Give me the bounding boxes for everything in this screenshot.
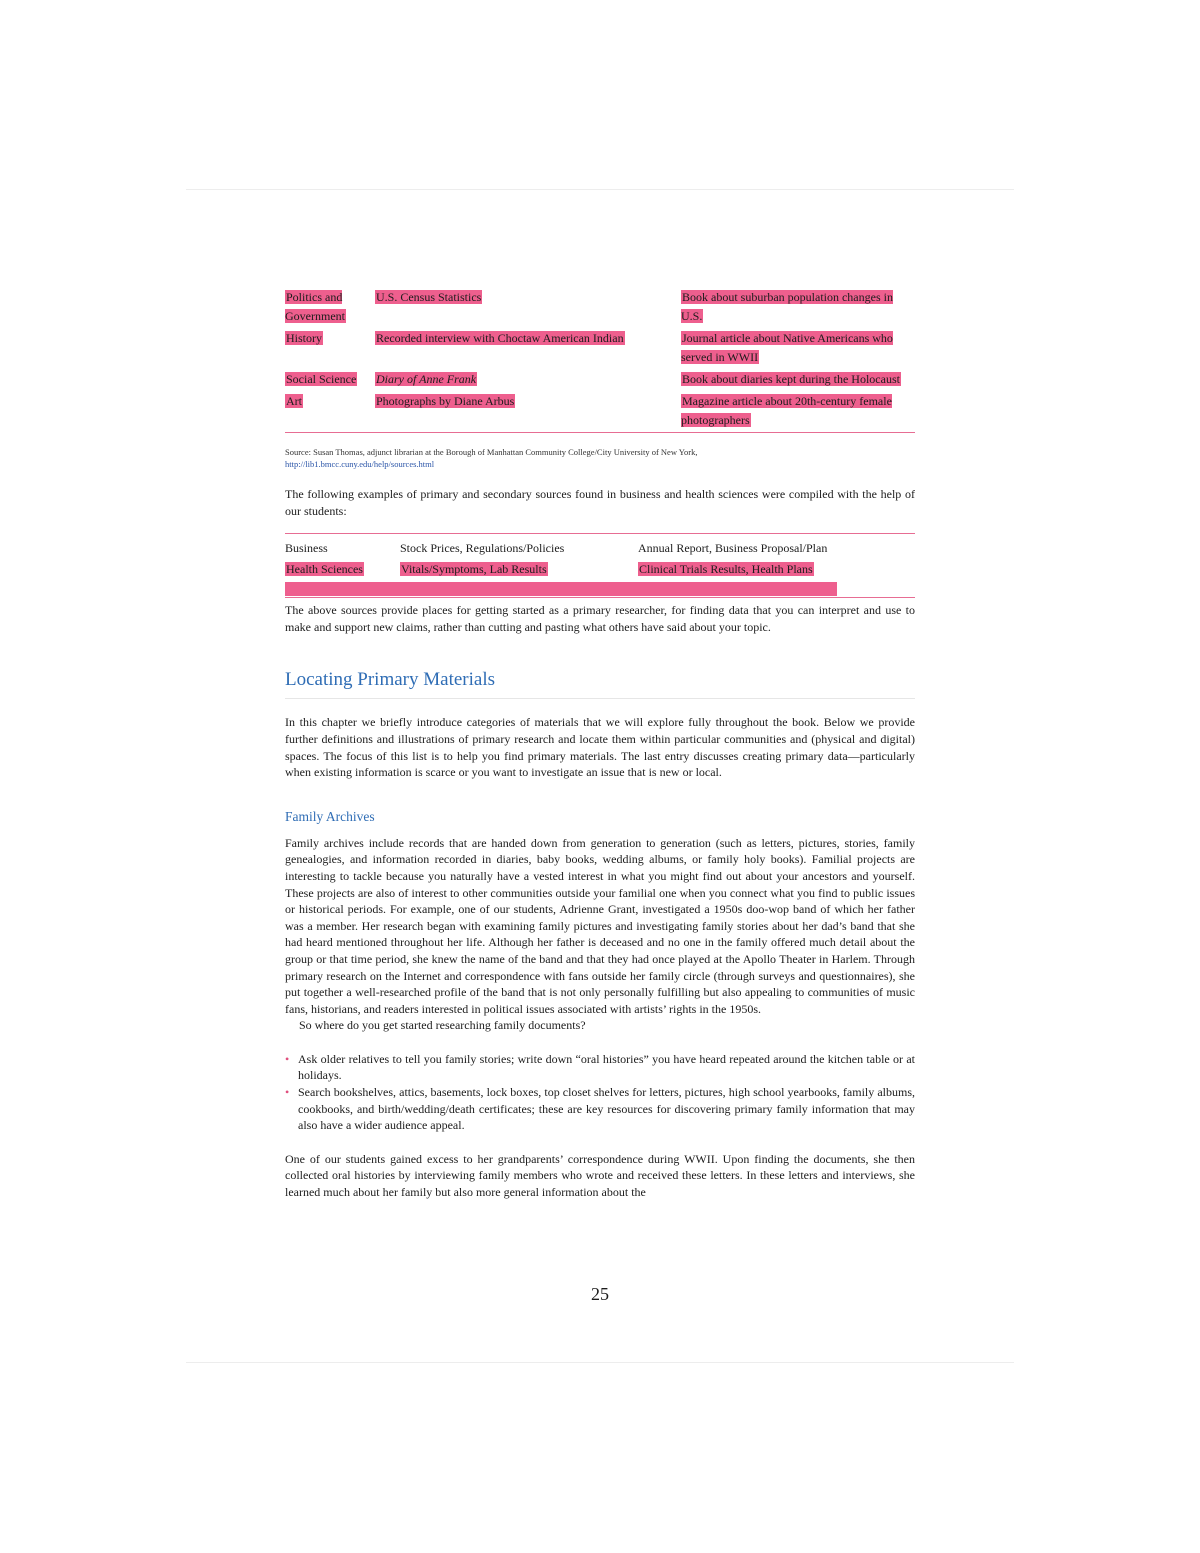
secondary-source-cell: Journal article about Native Americans who served in WWII	[681, 331, 893, 364]
table-row	[285, 328, 915, 369]
field-cell: Business	[285, 541, 328, 556]
question-line: So where do you get started researching family documents?	[299, 1018, 586, 1033]
list-item	[285, 1084, 915, 1134]
table-row	[285, 391, 915, 433]
field-cell: Social Science	[286, 372, 357, 386]
subsection-heading: Family Archives	[285, 808, 375, 824]
table-row	[285, 287, 915, 328]
primary-source-cell: Photographs by Diane Arbus	[376, 394, 515, 408]
business-health-table	[285, 533, 915, 598]
source-citation-link[interactable]: http://lib1.bmcc.cuny.edu/help/sources.html	[285, 459, 435, 469]
field-cell: History	[286, 331, 322, 345]
list-item-text: Ask older relatives to tell you family stories; write down “oral histories” you have heard repeated around the kitchen table or at holidays.	[298, 1051, 915, 1083]
bullet-icon: •	[285, 1085, 290, 1100]
field-cell: Health Sciences	[286, 562, 363, 577]
primary-source-cell: Stock Prices, Regulations/Policies	[400, 541, 565, 556]
page-number: 25	[591, 1284, 609, 1304]
secondary-source-cell: Book about suburban population changes in U.S.	[681, 290, 893, 323]
secondary-source-cell: Clinical Trials Results, Health Plans	[639, 562, 813, 577]
field-cell: Politics and Government	[285, 290, 345, 323]
list-item	[285, 1051, 915, 1084]
after-table-paragraph: The above sources provide places for getting started as a primary researcher, for finding data that you can interpret and use to make and support new claims, rather than cutting and pasting what others have said about your topic.	[285, 603, 915, 634]
section-heading: Locating Primary Materials	[285, 668, 915, 699]
source-citation	[285, 446, 915, 470]
page-top-edge	[186, 189, 1014, 190]
sources-table	[285, 287, 915, 433]
table-row	[285, 557, 915, 578]
page-bottom-edge	[186, 1362, 1014, 1363]
secondary-source-cell: Book about diaries kept during the Holocaust	[682, 372, 900, 386]
list-item-text: Search bookshelves, attics, basements, lock boxes, top closet shelves for letters, pictures, high school yearbooks, family albums, cookbooks, and birth/wedding/death certificates; these are key resources for discovering primary family information that may also have a wider audience appeal.	[298, 1085, 915, 1133]
field-cell: Art	[286, 394, 302, 408]
closing-paragraph: One of our students gained excess to her grandparents’ correspondence during WWII. Upon finding the documents, she then collected oral histories by interviewing family members who wrote and received these letters. In these letters and interviews, she learned much about her family but also more general information about the	[285, 1151, 915, 1200]
table-row	[285, 578, 915, 598]
source-citation-text: Source: Susan Thomas, adjunct librarian at the Borough of Manhattan Community College/City University of New York,	[285, 447, 698, 457]
primary-source-cell: Recorded interview with Choctaw American Indian	[376, 331, 624, 345]
table-row	[285, 534, 915, 558]
primary-source-cell: U.S. Census Statistics	[376, 290, 482, 304]
table-row	[285, 369, 915, 391]
bullet-icon: •	[285, 1051, 290, 1066]
highlight-bar	[285, 582, 837, 596]
intro-paragraph: The following examples of primary and secondary sources found in business and health sciences were compiled with the help of our students:	[285, 487, 915, 518]
bullet-list	[285, 1051, 915, 1134]
secondary-source-cell: Magazine article about 20th-century female photographers	[681, 394, 892, 427]
page-content	[285, 287, 915, 1201]
family-archives-paragraph: Family archives include records that are handed down from generation to generation (such as letters, pictures, stories, family genealogies, and information recorded in diaries, baby books, wedding albums, or family holy books). Familial projects are interesting to tackle because you naturally have a vested interest in what you might find out about your ancestors and yourself. These projects are also of interest to other communities outside your familial one when you connect what you find to public issues or historical periods. For example, one of our students, Adrienne Grant, investigated a 1950s doo-wop band of which her father was a member. Her research began with examining family pictures and investigating family stories about her dad’s band that she had heard mentioned throughout her life. Although her father is deceased and no one in the family offered much detail about the group or that time period, she knew the name of the band and that they had once played at the Apollo Theater in Harlem. Through primary research on the Internet and correspondence with fans outside her family circle (through surveys and questionnaires), she put together a well-researched profile of the band that is not only personally fulfilling but also appealing to communities of music fans, historians, and readers interested in political issues associated with artists’ rights in the 1950s.	[285, 835, 915, 1016]
primary-source-cell: Diary of Anne Frank	[376, 372, 477, 386]
chapter-intro-paragraph: In this chapter we briefly introduce categories of materials that we will explore fully throughout the book. Below we provide further definitions and illustrations of primary research and locate them within particular communities and (physical and digital) spaces. The focus of this list is to help you find primary materials. The last entry discusses creating primary data—particularly when existing information is scarce or you want to investigate an issue that is new or local.	[285, 715, 915, 780]
primary-source-cell: Vitals/Symptoms, Lab Results	[401, 562, 547, 577]
secondary-source-cell: Annual Report, Business Proposal/Plan	[638, 541, 828, 556]
